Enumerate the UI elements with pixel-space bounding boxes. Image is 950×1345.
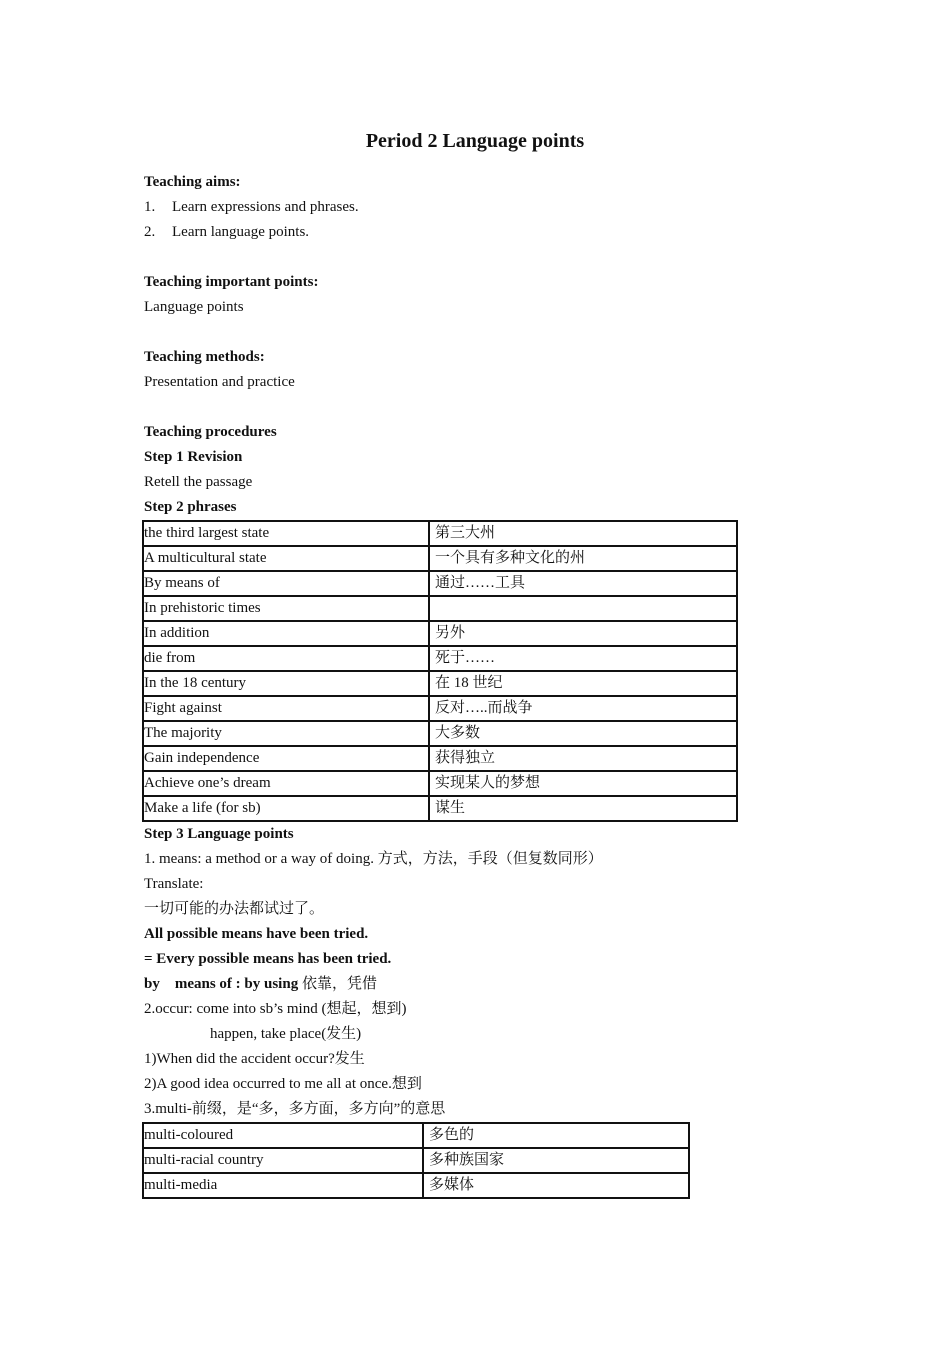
spacer [144,245,844,270]
table-row [143,771,737,796]
answer-sentence: All possible means have been tried. [144,926,369,942]
table-row [143,596,737,621]
aim-item [144,195,844,220]
table-row [143,646,737,671]
table-row [143,746,737,771]
english-phrase-cell: By means of [143,571,429,596]
chinese-meaning-cell: 另外 [429,621,737,646]
chinese-meaning-cell: 多色的 [423,1123,689,1148]
methods-heading: Teaching methods: [144,349,265,365]
phrases-table [142,520,738,822]
table-row [143,796,737,821]
table-row [143,621,737,646]
english-phrase-cell: Achieve one’s dream [143,771,429,796]
procedures-heading: Teaching procedures [144,424,277,440]
chinese-meaning-cell: 死于…… [429,646,737,671]
table-row [143,1123,689,1148]
document-page [144,126,844,1199]
translate-sentence: 一切可能的办法都试过了。 [144,901,325,917]
aim-text: Learn language points. [172,224,310,240]
table-row [143,696,737,721]
aim-item [144,220,844,245]
english-phrase-cell: In the 18 century [143,671,429,696]
step2-heading: Step 2 phrases [144,499,237,515]
by-means-phrase: by means of : by using [144,976,299,992]
aim-number: 2. [144,224,156,240]
spacer [144,320,844,345]
teaching-aims-heading: Teaching aims: [144,174,241,190]
aim-text: Learn expressions and phrases. [172,199,359,215]
translate-label: Translate: [144,876,204,892]
page-title: Period 2 Language points [365,130,585,152]
by-means-line [144,972,844,997]
table-row [143,546,737,571]
english-phrase-cell: the third largest state [143,521,429,546]
chinese-meaning-cell: 多媒体 [423,1173,689,1198]
english-phrase-cell: Make a life (for sb) [143,796,429,821]
english-phrase-cell: die from [143,646,429,671]
chinese-meaning-cell: 一个具有多种文化的州 [429,546,737,571]
occur-definition: 2.occur: come into sb’s mind (想起，想到) [144,1001,407,1017]
english-phrase-cell: In addition [143,621,429,646]
important-points-text: Language points [144,299,244,315]
english-phrase-cell: Gain independence [143,746,429,771]
english-phrase-cell: The majority [143,721,429,746]
chinese-meaning-cell: 谋生 [429,796,737,821]
occur-example-2: 2)A good idea occurred to me all at once.想到 [144,1076,422,1092]
chinese-meaning-cell: 大多数 [429,721,737,746]
english-phrase-cell: multi-media [143,1173,423,1198]
english-phrase-cell: Fight against [143,696,429,721]
chinese-meaning-cell: 多种族国家 [423,1148,689,1173]
occur-definition-2: happen, take place(发生) [210,1026,362,1042]
english-phrase-cell: In prehistoric times [143,596,429,621]
important-points-heading: Teaching important points: [144,274,319,290]
english-phrase-cell: multi-racial country [143,1148,423,1173]
by-means-meaning: 依靠，凭借 [298,976,377,992]
chinese-meaning-cell: 在 18 世纪 [429,671,737,696]
table-row [143,721,737,746]
table-row [143,671,737,696]
table-row [143,571,737,596]
multi-prefix-table [142,1122,690,1199]
chinese-meaning-cell: 第三大州 [429,521,737,546]
table-row [143,1173,689,1198]
chinese-meaning-cell: 通过……工具 [429,571,737,596]
english-phrase-cell: multi-coloured [143,1123,423,1148]
step1-heading: Step 1 Revision [144,449,243,465]
step3-heading: Step 3 Language points [144,826,294,842]
occur-example-1: 1)When did the accident occur?发生 [144,1051,365,1067]
chinese-meaning-cell: 实现某人的梦想 [429,771,737,796]
spacer [144,395,844,420]
chinese-meaning-cell [429,596,737,621]
chinese-meaning-cell: 获得独立 [429,746,737,771]
means-definition: 1. means: a method or a way of doing. 方式，方法，手段（但复数同形） [144,851,603,867]
answer-sentence-alt: = Every possible means has been tried. [144,951,392,967]
multi-intro: 3.multi-前缀，是“多，多方面，多方向”的意思 [144,1101,446,1117]
english-phrase-cell: A multicultural state [143,546,429,571]
step1-text: Retell the passage [144,474,253,490]
aim-number: 1. [144,199,156,215]
methods-text: Presentation and practice [144,374,295,390]
table-row [143,1148,689,1173]
table-row [143,521,737,546]
chinese-meaning-cell: 反对…..而战争 [429,696,737,721]
